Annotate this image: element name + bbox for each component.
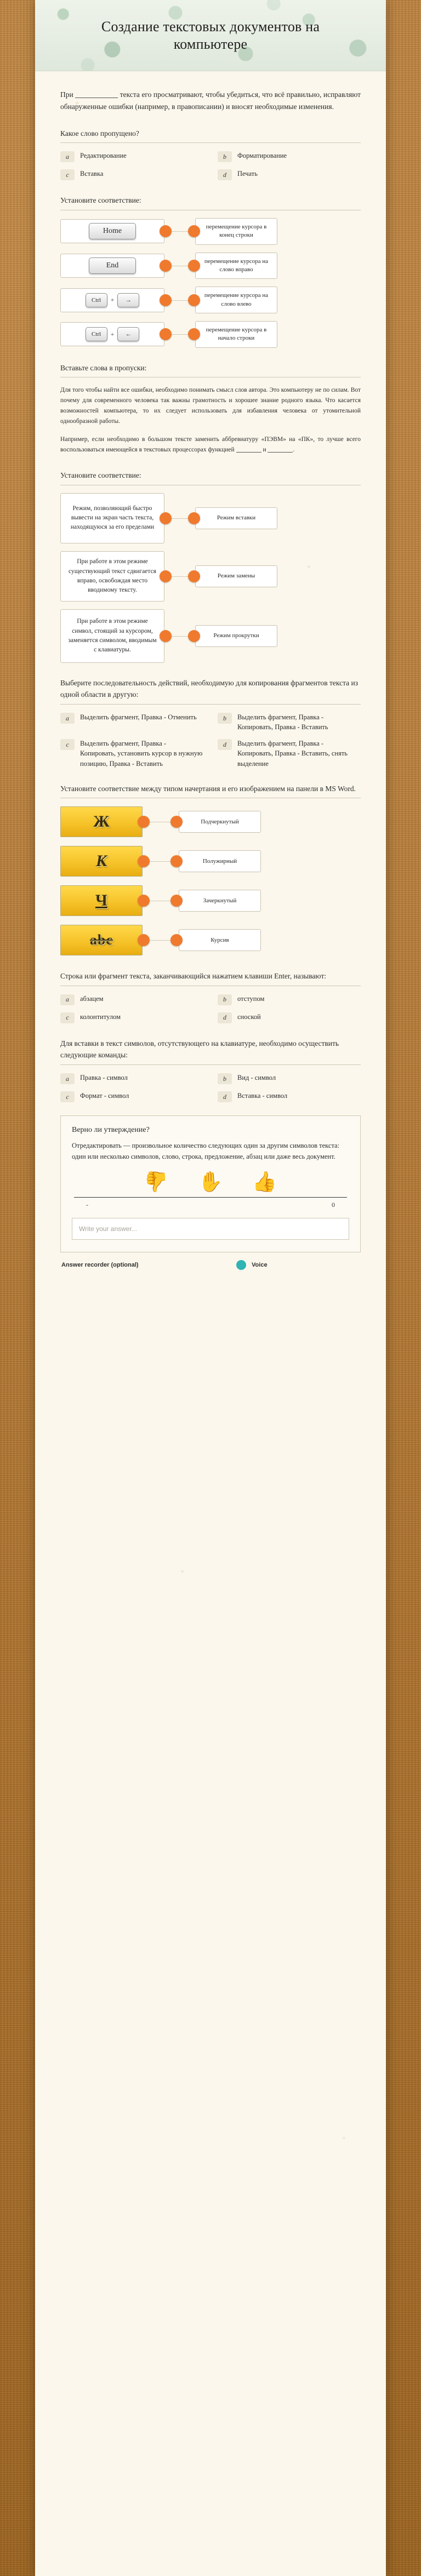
- q3-blank-2[interactable]: [268, 452, 293, 453]
- match-source[interactable]: При работе в этом режиме символ, стоящий за курсором, заменяется символом, вводимым с клавиатуры.: [60, 609, 164, 663]
- connector: [143, 845, 179, 877]
- q4-prompt: Установите соответствие:: [60, 471, 141, 480]
- option-label: Правка - символ: [80, 1074, 128, 1082]
- intro-before: При: [60, 90, 73, 99]
- connector: [164, 219, 195, 244]
- match-row: [60, 321, 361, 348]
- option-key: a: [60, 151, 75, 162]
- key-combo: [86, 293, 140, 307]
- q3-and: и: [263, 446, 266, 454]
- match-row: [60, 218, 361, 245]
- key-card: [60, 219, 164, 243]
- match-dot-right[interactable]: [170, 895, 183, 907]
- arrow-left-key: ←: [117, 327, 139, 341]
- glyph: Ж: [93, 812, 110, 831]
- match-row: [60, 287, 361, 313]
- option-b[interactable]: [218, 151, 361, 162]
- match-dot-left[interactable]: [160, 260, 172, 272]
- key-combo: [86, 327, 140, 341]
- option-d[interactable]: [218, 1091, 361, 1102]
- connector: [143, 924, 179, 956]
- match-dot-right[interactable]: [188, 260, 200, 272]
- intro-paragraph: [60, 89, 361, 113]
- q7-prompt: Строка или фрагмент текста, заканчивающийся нажатием клавиши Enter, называют:: [60, 972, 326, 981]
- glyph: Ч: [95, 891, 108, 910]
- option-label: Вставка: [80, 170, 104, 178]
- q3-text-1: Для того чтобы найти все ошибки, необходимо понимать смысл слов автора. Это компьютеру не по силам. Вот почему для современного человека так важны грамотность и хорошее знание родного языка. Что касается возможностей компьютера, то их следует использовать для избавления человека от утомительной однообразной работы.: [60, 387, 361, 425]
- thumb-up-icon[interactable]: 👍: [252, 1171, 277, 1193]
- q8-prompt: Для вставки в текст символов, отсутствующего на клавиатуре, необходимо осуществить следующие команды:: [60, 1039, 339, 1060]
- voice-label: Voice: [252, 1262, 268, 1269]
- match-dot-right[interactable]: [170, 855, 183, 867]
- verdict-scale-icons: [72, 1172, 349, 1192]
- match-dot-left[interactable]: [138, 895, 150, 907]
- match-dot-left[interactable]: [160, 225, 172, 237]
- q3-blank-1[interactable]: [236, 452, 261, 453]
- q5-prompt: Выберите последовательность действий, необходимую для копирования фрагментов текста из одной области в другую:: [60, 678, 359, 699]
- connector: [143, 806, 179, 838]
- end-key: End: [89, 257, 136, 274]
- page-body: [35, 71, 386, 1272]
- option-label: Вид - символ: [237, 1074, 276, 1082]
- connector: [164, 322, 195, 347]
- option-label: Выделить фрагмент, Правка - Копировать, установить курсор в нужную позицию, Правка - Вставить: [80, 740, 203, 768]
- match-row: [60, 806, 361, 838]
- key-card: [60, 322, 164, 346]
- option-key: b: [218, 1073, 232, 1084]
- match-row: [60, 924, 361, 956]
- match-dot-left[interactable]: [160, 630, 172, 642]
- q3-prompt: Вставьте слова в пропуски:: [60, 363, 147, 372]
- verdict-title: Верно ли утверждение?: [72, 1126, 150, 1135]
- option-b[interactable]: [218, 1073, 361, 1084]
- connector: [164, 551, 195, 602]
- match-target[interactable]: Подчеркнутый: [179, 811, 261, 833]
- option-key: c: [60, 1012, 75, 1023]
- q6-matching: [60, 806, 361, 956]
- option-c[interactable]: [60, 739, 203, 768]
- intro-after: текста его просматривают, чтобы убедиться, что всё правильно, исправляют обнаруженные ошибки (например, в правописании) и вносят необходимые изменения.: [60, 90, 361, 111]
- option-c[interactable]: [60, 1091, 203, 1102]
- option-b[interactable]: [218, 712, 361, 732]
- q8-options: [60, 1073, 361, 1102]
- match-target[interactable]: Курсив: [179, 929, 261, 951]
- home-key: Home: [89, 223, 136, 239]
- ctrl-key: Ctrl: [86, 293, 107, 307]
- option-key: c: [60, 739, 75, 750]
- q5-options: [60, 712, 361, 769]
- match-dot-right[interactable]: [188, 294, 200, 306]
- q2-prompt: Установите соответствие:: [60, 196, 141, 205]
- option-key: a: [60, 1073, 75, 1084]
- q3-text-2: [60, 434, 361, 455]
- hand-flat-icon[interactable]: ✋: [198, 1171, 223, 1193]
- q3-text-2-start: Например, если необходимо в большом тексте заменить аббревиатуру «ПЭВМ» на «ПК», то лучше всего воспользоваться имеющейся в текстовых процессорах функцией: [60, 436, 361, 454]
- match-dot-left[interactable]: [160, 328, 172, 340]
- option-label: Выделить фрагмент, Правка - Копировать, Правка - Вставить: [237, 713, 328, 731]
- answer-input[interactable]: Write your answer...: [72, 1218, 349, 1240]
- option-key: a: [60, 994, 75, 1005]
- divider: [60, 1064, 361, 1065]
- voice-icon[interactable]: [236, 1260, 246, 1270]
- option-label: сноской: [237, 1012, 261, 1021]
- connector: [143, 885, 179, 917]
- connector: [164, 609, 195, 663]
- glyph: abc: [90, 932, 113, 948]
- match-row: [60, 885, 361, 917]
- plus-icon: +: [110, 296, 115, 304]
- option-label: колонтитулом: [80, 1012, 121, 1021]
- page-header: [35, 0, 386, 71]
- q7-options: [60, 994, 361, 1023]
- worksheet-page: [35, 0, 386, 2576]
- option-key: a: [60, 713, 75, 724]
- match-target[interactable]: Полужирный: [179, 850, 261, 872]
- match-source[interactable]: При работе в этом режиме существующий текст сдвигается вправо, освобождая место вводимому тексту.: [60, 551, 164, 602]
- divider: [60, 704, 361, 705]
- q4-matching: [60, 493, 361, 663]
- match-row: [60, 845, 361, 877]
- match-dot-right[interactable]: [188, 570, 200, 582]
- match-dot-left[interactable]: [160, 512, 172, 524]
- option-d[interactable]: [218, 169, 361, 180]
- option-label: отступом: [237, 994, 265, 1003]
- connector: [164, 253, 195, 278]
- option-label: Выделить фрагмент, Правка - Отменить: [80, 713, 197, 722]
- arrow-right-key: →: [117, 293, 139, 307]
- match-target[interactable]: перемещение курсора на слово влево: [195, 287, 277, 313]
- match-row: [60, 609, 361, 663]
- glyph: К: [95, 852, 107, 871]
- plus-icon: +: [110, 330, 115, 338]
- key-card: [60, 288, 164, 312]
- page-title: Создание текстовых документов на компьютере: [101, 18, 320, 52]
- scale-right-label: 0: [332, 1201, 335, 1209]
- match-source[interactable]: Режим, позволяющий быстро вывести на экран часть текста, находящуюся за его пределами: [60, 493, 164, 543]
- italic-icon: [60, 846, 143, 877]
- match-target[interactable]: Режим вставки: [195, 507, 277, 529]
- match-target[interactable]: Режим прокрутки: [195, 625, 277, 647]
- match-target[interactable]: Зачеркнутый: [179, 890, 261, 912]
- connector: [164, 493, 195, 543]
- option-label: абзацем: [80, 994, 104, 1003]
- match-target[interactable]: Режим замены: [195, 565, 277, 587]
- q1-options: [60, 151, 361, 180]
- answer-recorder-label: Answer recorder (optional): [61, 1262, 139, 1269]
- match-dot-right[interactable]: [188, 512, 200, 524]
- option-key: c: [60, 169, 75, 180]
- key-card: [60, 254, 164, 278]
- option-a[interactable]: [60, 1073, 203, 1084]
- match-dot-right[interactable]: [170, 934, 183, 946]
- option-key: b: [218, 713, 232, 724]
- option-label: Форматирование: [237, 152, 287, 160]
- match-dot-right[interactable]: [188, 630, 200, 642]
- match-target[interactable]: перемещение курсора в начало строки: [195, 321, 277, 348]
- option-key: c: [60, 1091, 75, 1102]
- verdict-text: Отредактировать — произвольное количество следующих один за другим символов текста: один или несколько символов, слово, строка, предложение, абзац или даже весь документ.: [72, 1142, 340, 1161]
- match-dot-right[interactable]: [188, 328, 200, 340]
- option-a[interactable]: [60, 151, 203, 162]
- option-label: Выделить фрагмент, Правка - Копировать, Правка - Вставить, снять выделение: [237, 740, 348, 768]
- q1-prompt: Какое слово пропущено?: [60, 129, 139, 138]
- option-key: d: [218, 1091, 232, 1102]
- option-label: Печать: [237, 170, 258, 178]
- connector: [164, 288, 195, 313]
- option-d[interactable]: [218, 739, 361, 768]
- strikethrough-icon: [60, 925, 143, 955]
- q3-text-2-end: .: [293, 446, 295, 454]
- match-target[interactable]: перемещение курсора в конец строки: [195, 218, 277, 245]
- match-dot-left[interactable]: [138, 934, 150, 946]
- option-label: Редактирование: [80, 152, 127, 160]
- scale-labels: [72, 1201, 349, 1209]
- option-c[interactable]: [60, 169, 203, 180]
- match-dot-left[interactable]: [160, 294, 172, 306]
- option-key: d: [218, 169, 232, 180]
- match-dot-left[interactable]: [138, 816, 150, 828]
- ctrl-key: Ctrl: [86, 327, 107, 341]
- match-dot-left[interactable]: [160, 570, 172, 582]
- underline-icon: [60, 885, 143, 916]
- option-key: b: [218, 994, 232, 1005]
- option-key: d: [218, 1012, 232, 1023]
- option-b[interactable]: [218, 994, 361, 1005]
- option-label: Вставка - символ: [237, 1092, 288, 1100]
- match-row: [60, 551, 361, 602]
- scale-line: [74, 1197, 347, 1198]
- q2-matching: [60, 218, 361, 348]
- q6-prompt: Установите соответствие между типом начертания и его изображением на панели в MS Word.: [60, 784, 356, 793]
- footer-bar: [60, 1252, 361, 1272]
- thumb-down-icon[interactable]: 👍: [144, 1171, 169, 1193]
- option-label: Формат - символ: [80, 1092, 129, 1100]
- option-key: d: [218, 739, 232, 750]
- match-row: [60, 253, 361, 279]
- option-a[interactable]: [60, 712, 203, 732]
- scale-left-label: -: [86, 1201, 88, 1209]
- match-dot-right[interactable]: [188, 225, 200, 237]
- option-c[interactable]: [60, 1012, 203, 1023]
- match-dot-left[interactable]: [138, 855, 150, 867]
- bold-icon: [60, 806, 143, 837]
- option-a[interactable]: [60, 994, 203, 1005]
- match-target[interactable]: перемещение курсора на слово вправо: [195, 253, 277, 279]
- divider: [60, 142, 361, 143]
- option-key: b: [218, 151, 232, 162]
- verdict-block: [60, 1115, 361, 1252]
- match-row: [60, 493, 361, 543]
- option-d[interactable]: [218, 1012, 361, 1023]
- match-dot-right[interactable]: [170, 816, 183, 828]
